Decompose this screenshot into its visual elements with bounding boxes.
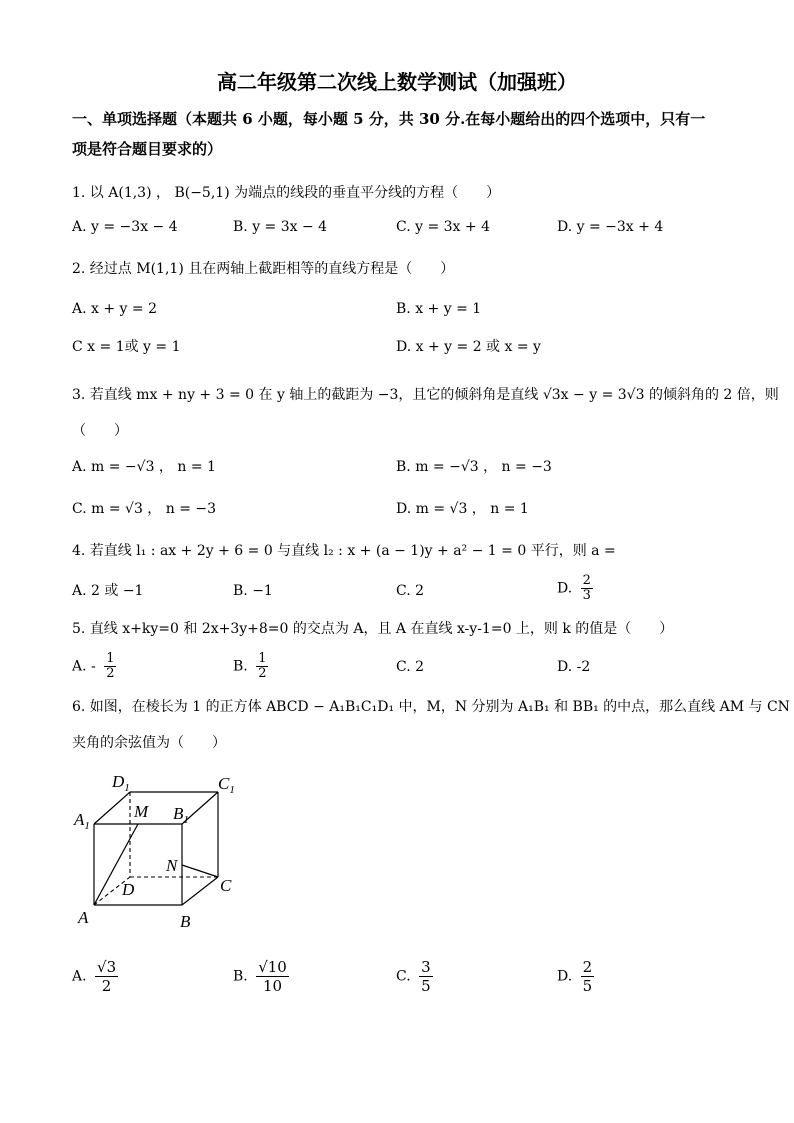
question-2-option-b: B. x + y = 1 bbox=[396, 301, 482, 317]
fraction: $\frac{1}{2}$ bbox=[258, 651, 267, 681]
fraction: $\frac{1}{2}$ bbox=[106, 651, 115, 681]
fraction: $\frac{2}{5}$ bbox=[582, 958, 593, 995]
question-2-option-c: C x = 1或 y = 1 bbox=[72, 339, 181, 355]
question-4-option-d-label: D. bbox=[557, 580, 573, 597]
question-3-option-c: C. m = √3 ， n = −3 bbox=[72, 501, 217, 517]
question-5-stem: 5. 直线 x+ky=0 和 2x+3y+8=0 的交点为 A，且 A 在直线 x-y-1=0 上，则 k 的值是（ ） bbox=[72, 621, 674, 637]
question-2-stem: 2. 经过点 M(1,1) 且在两轴上截距相等的直线方程是（ ） bbox=[72, 261, 455, 277]
question-6-option-b: B. $\frac{√10}{10}$ bbox=[233, 958, 287, 995]
fraction: $\frac{√10}{10}$ bbox=[258, 958, 287, 995]
label-d: D bbox=[122, 880, 135, 899]
question-1-option-c: C. y = 3x + 4 bbox=[396, 219, 490, 235]
fraction: $\frac{√3}{2}$ bbox=[97, 958, 117, 995]
question-4-stem: 4. 若直线 l₁ : ax + 2y + 6 = 0 与直线 l₂ : x + (a − 1)y + a² − 1 = 0 平行，则 a = bbox=[72, 543, 616, 559]
fraction: $\frac{2}{3}$ bbox=[582, 573, 591, 603]
question-4-option-d bbox=[557, 574, 593, 603]
question-5-option-b: B. $\frac{1}{2}$ bbox=[233, 651, 267, 681]
label-b1: $B_1$ bbox=[173, 804, 189, 826]
label-a1: $A_1$ bbox=[74, 810, 90, 832]
label-b: B bbox=[180, 912, 191, 931]
question-4-option-a: A. 2 或 −1 bbox=[72, 583, 144, 599]
question-6-stem-cont: 夹角的余弦值为（ ） bbox=[72, 735, 226, 751]
question-5-option-d: D. -2 bbox=[557, 659, 591, 675]
question-6-stem: 6. 如图，在棱长为 1 的正方体 ABCD − A₁B₁C₁D₁ 中，M，N 分别为 A₁B₁ 和 BB₁ 的中点，那么直线 AM 与 CN bbox=[72, 699, 790, 715]
label-c1: $C_1$ bbox=[218, 774, 235, 796]
question-1-option-b: B. y = 3x − 4 bbox=[233, 219, 328, 235]
label-c: C bbox=[220, 876, 232, 895]
question-3-stem: 3. 若直线 mx + ny + 3 = 0 在 y 轴上的截距为 −3，且它的倾斜角是直线 √3x − y = 3√3 的倾斜角的 2 倍，则 bbox=[72, 387, 779, 403]
page-title: 高二年级第二次线上数学测试（加强班） bbox=[217, 70, 577, 94]
question-5-option-c: C. 2 bbox=[396, 659, 425, 675]
question-5-option-a: A. - $\frac{1}{2}$ bbox=[72, 651, 115, 681]
question-1-option-a: A. y = −3x − 4 bbox=[72, 219, 178, 235]
section-heading-line2: 项是符合题目要求的） bbox=[72, 140, 223, 158]
question-3-stem-cont: （ ） bbox=[72, 423, 128, 439]
question-2-option-a: A. x + y = 2 bbox=[72, 301, 157, 317]
question-4-option-b: B. −1 bbox=[233, 583, 273, 599]
label-d1: $D_1$ bbox=[112, 772, 130, 794]
section-heading-line1: 一、单项选择题（本题共 6 小题，每小题 5 分，共 30 分.在每小题给出的四个选项中，只有一 bbox=[72, 110, 706, 128]
question-1-option-d: D. y = −3x + 4 bbox=[557, 219, 664, 235]
question-2-option-d: D. x + y = 2 或 x = y bbox=[396, 339, 541, 355]
question-3-option-b: B. m = −√3 ， n = −3 bbox=[396, 459, 552, 475]
label-n: N bbox=[166, 856, 178, 875]
question-1-stem: 1. 以 A(1,3) ， B(−5,1) 为端点的线段的垂直平分线的方程（ ） bbox=[72, 185, 501, 201]
question-6-option-a: A. $\frac{√3}{2}$ bbox=[72, 958, 117, 995]
cube-figure bbox=[70, 765, 250, 935]
question-3-option-d: D. m = √3 ， n = 1 bbox=[396, 501, 529, 517]
label-a: A bbox=[78, 908, 89, 927]
question-3-option-a: A. m = −√3 ， n = 1 bbox=[72, 459, 216, 475]
question-6-option-c: C. $\frac{3}{5}$ bbox=[396, 958, 431, 995]
question-6-option-d: D. $\frac{2}{5}$ bbox=[557, 958, 593, 995]
label-m: M bbox=[134, 802, 149, 821]
fraction: $\frac{3}{5}$ bbox=[421, 958, 431, 995]
question-4-option-c: C. 2 bbox=[396, 583, 425, 599]
